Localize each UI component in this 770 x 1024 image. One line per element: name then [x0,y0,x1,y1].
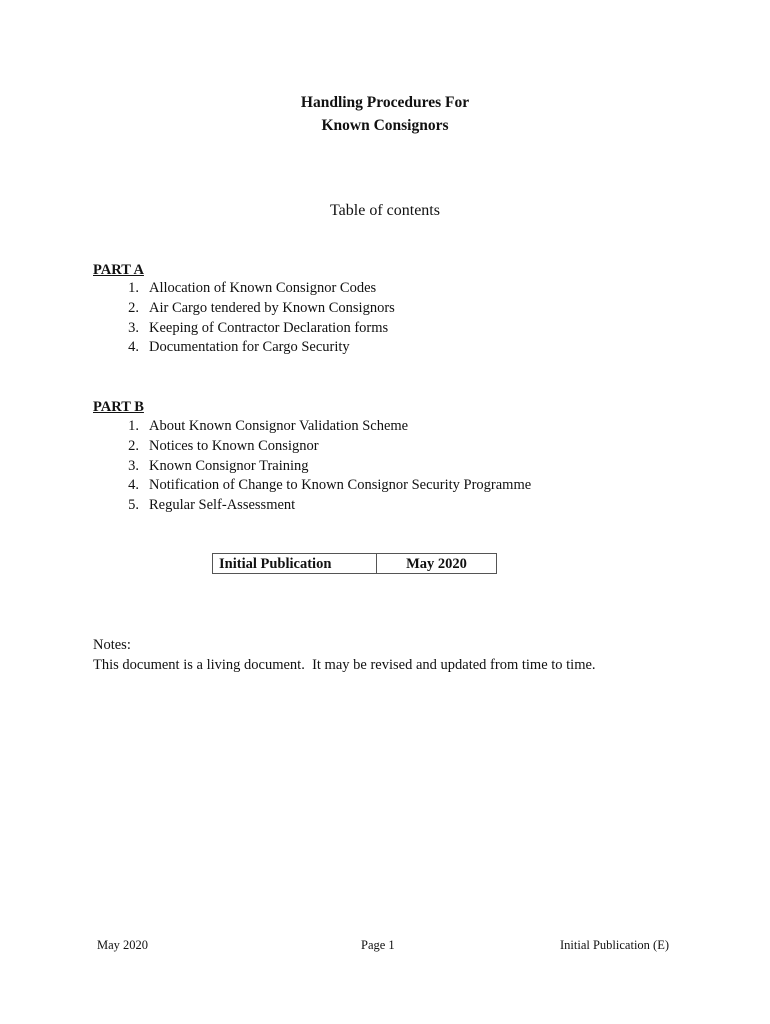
list-item-number: 4. [128,477,139,494]
list-item-text: Notices to Known Consignor [149,437,319,454]
list-item-text: Known Consignor Training [149,457,309,474]
list-item-text: Allocation of Known Consignor Codes [149,280,377,296]
list-item-number: 2. [128,437,139,454]
document-title-line-1: Handling Procedures For [300,94,470,111]
footer-page-number: Page 1 [361,938,395,952]
list-item-text: Regular Self-Assessment [149,497,296,514]
list-item [93,496,531,516]
footer-date: May 2020 [97,938,149,952]
notes-text: This document is a living document. It may be revised and updated from time to time. [93,657,596,673]
part-b-list [93,417,531,516]
list-item-text: Documentation for Cargo Security [149,339,350,356]
publication-label: Initial Publication [213,554,377,574]
publication-date: May 2020 [377,554,497,574]
table-row [213,554,497,574]
list-item-text: Air Cargo tendered by Known Consignors [149,299,395,316]
publication-table [212,553,497,574]
list-item [93,417,531,437]
notes-section [93,635,596,675]
list-item [93,338,395,358]
list-item [93,476,531,496]
list-item-number: 2. [128,299,139,316]
list-item-number: 5. [128,497,139,514]
list-item-number: 3. [128,457,139,474]
list-item [93,279,395,299]
part-b-heading: PART B [93,399,144,415]
list-item [93,299,395,319]
document-title-line-2: Known Consignors [321,117,449,134]
list-item-number: 3. [128,319,139,336]
list-item-text: Notification of Change to Known Consignor Security Programme [149,477,532,494]
list-item-text: Keeping of Contractor Declaration forms [149,319,389,336]
list-item-number: 4. [128,339,139,356]
list-item [93,319,395,339]
toc-heading: Table of contents [330,202,440,219]
list-item-number: 1. [128,418,139,434]
list-item-text: About Known Consignor Validation Scheme [149,418,409,434]
part-a-heading: PART A [93,262,144,278]
part-a-list [93,279,395,358]
list-item [93,437,531,457]
list-item-number: 1. [128,280,139,296]
list-item [93,457,531,477]
footer-edition: Initial Publication (E) [560,938,670,952]
notes-heading: Notes: [93,637,131,653]
